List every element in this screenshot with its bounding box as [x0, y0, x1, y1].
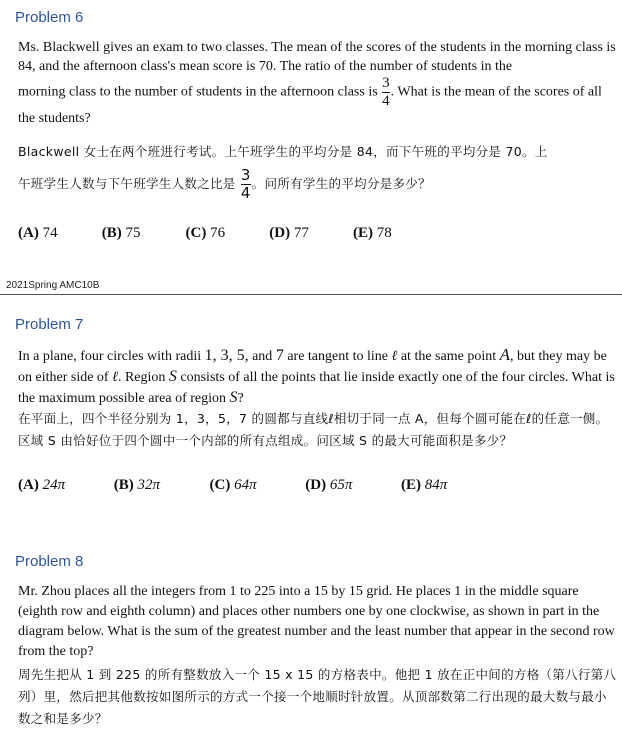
problem-6-zh-line2-pre: 午班学生人数与下午班学生人数之比是: [18, 176, 236, 191]
problem-6-choices: [18, 225, 392, 242]
p7-line-ell-2: ℓ: [112, 369, 118, 385]
problem-6-zh-line2-post: 。问所有学生的平均分是多少？: [251, 176, 431, 191]
choice-d[interactable]: (D) 77: [269, 225, 309, 241]
p7-text-c: are tangent to line: [287, 349, 388, 364]
fraction-denominator-zh: 4: [240, 184, 251, 202]
problem-6-chinese-line2: [18, 168, 618, 201]
p7-point-a: A: [499, 345, 510, 364]
choice-a[interactable]: (A) 74: [18, 225, 58, 241]
problem-7-english-text: [18, 345, 618, 409]
problem-6-en-line1: Ms. Blackwell gives an exam to two classes. The mean of the scores of the students in the morning class is 84, and the afternoon class's mean score is 70. The ratio of the number of students in the: [18, 40, 616, 74]
problem-6-english-ratio-line: [18, 76, 618, 128]
problem-6-en-line2-post: . What is the mean of the scores of all the students?: [18, 84, 602, 126]
choice-a[interactable]: (A) 24π: [18, 477, 66, 493]
problem-6-en-line2-pre: morning class to the number of students in the afternoon class is: [18, 84, 378, 100]
ratio-fraction: [382, 76, 390, 109]
p7-region-s: S: [168, 368, 177, 385]
choice-c[interactable]: (C) 76: [185, 225, 226, 241]
ratio-fraction-zh: [241, 168, 251, 201]
problem-7-choices: [18, 477, 447, 494]
fraction-numerator: 3: [382, 75, 390, 91]
choice-b[interactable]: (B) 75: [101, 225, 141, 241]
choice-e[interactable]: (E) 84π: [401, 477, 448, 493]
fraction-denominator: 4: [382, 93, 390, 109]
choice-e[interactable]: (E) 78: [353, 225, 392, 241]
p7-text-d: at the same point: [400, 349, 497, 364]
p7-text-g: consists of all the points that lie inside exactly one of the four circles. What is the maximum possible area of region: [18, 370, 615, 406]
problem-6-chinese-line1: Blackwell 女士在两个班进行考试。上午班学生的平均分是 84，而下午班的平均分是 70。上: [18, 144, 548, 159]
problem-7-title: Problem 7: [15, 316, 84, 333]
p7-region-s-2: S: [229, 389, 238, 406]
problem-7-chinese-text: 在平面上，四个半径分别为 1，3，5，7 的圆都与直线ℓ相切于同一点 A，但每个圆可能在ℓ的任意一侧。区域 S 由恰好位于四个圆中一个内部的所有点组成。问区域 S 的最大可能面积是多少？: [18, 411, 609, 448]
problem-6-english-text: [18, 38, 618, 76]
p7-text-h: ?: [237, 391, 244, 406]
p7-text-b: and: [252, 349, 273, 364]
choice-b[interactable]: (B) 32π: [113, 477, 161, 493]
p7-radii: 1, 3, 5,: [204, 347, 249, 364]
choice-c[interactable]: (C) 64π: [209, 477, 257, 493]
fraction-numerator-zh: 3: [240, 166, 251, 184]
section-divider: [0, 294, 622, 295]
problem-8-chinese-text: 周先生把从 1 到 225 的所有整数放入一个 15 x 15 的方格表中。他把 1 放在正中间的方格（第八行第八列）里，然后把其他数按如图所示的方式一个接一个地顺时针放置。从顶部数第二行出现的最大数与最小数之和是多少？: [18, 667, 617, 726]
source-label: 2021Spring AMC10B: [6, 280, 100, 291]
p7-radius-last: 7: [275, 347, 284, 364]
problem-6-title: Problem 6: [15, 9, 84, 26]
choice-d[interactable]: (D) 65π: [305, 477, 353, 493]
p7-line-ell: ℓ: [391, 348, 398, 364]
p7-text-a: In a plane, four circles with radii: [18, 349, 202, 364]
p7-text-e: , but they may be on either side of: [18, 349, 607, 385]
p7-text-f: . Region: [117, 370, 166, 385]
problem-8-title: Problem 8: [15, 553, 84, 570]
problem-8-english-text: Mr. Zhou places all the integers from 1 to 225 into a 15 by 15 grid. He places 1 in the middle square (eighth row and eighth column) and places other numbers one by one clockwise, as shown in part in the diagram below. What is the sum of the greatest number and the least number that appear in the second row from the top?: [18, 584, 615, 659]
